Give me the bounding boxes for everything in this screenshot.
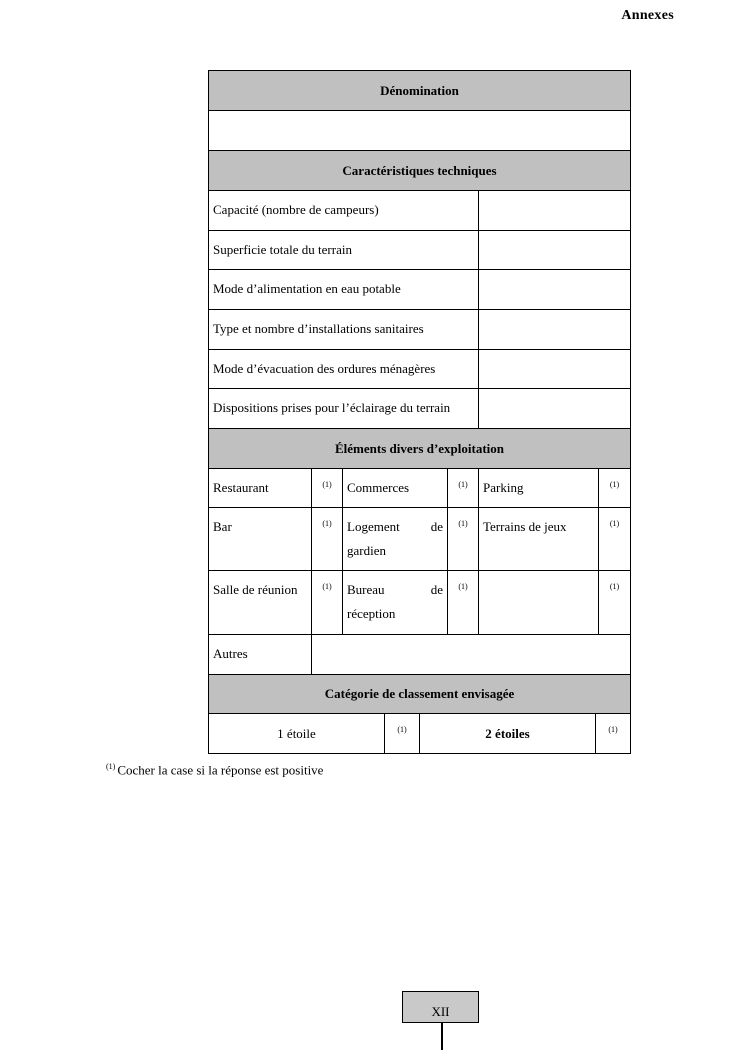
operation-item-label: Commerces — [343, 469, 448, 508]
category-option-1-star: 1 étoile — [209, 714, 385, 754]
footnote-marker: (1) — [106, 762, 116, 771]
operation-others-field[interactable] — [312, 635, 631, 675]
category-checkbox[interactable]: (1) — [596, 714, 631, 754]
technical-row-value[interactable] — [479, 350, 631, 389]
footnote — [106, 762, 323, 778]
operation-item-label — [479, 571, 599, 635]
page-header-title: Annexes — [621, 8, 674, 23]
technical-row-label: Superficie totale du terrain — [209, 231, 479, 270]
classification-form-table — [208, 70, 630, 754]
operation-item-label: Logement de gardien — [343, 508, 448, 571]
page-number: XII — [402, 991, 479, 1023]
operation-checkbox[interactable]: (1) — [599, 469, 631, 508]
operation-checkbox[interactable]: (1) — [448, 508, 479, 571]
section-header-denomination: Dénomination — [209, 71, 631, 111]
operation-checkbox[interactable]: (1) — [448, 469, 479, 508]
section-header-operation: Éléments divers d’exploitation — [209, 429, 631, 469]
technical-row-value[interactable] — [479, 231, 631, 270]
operation-checkbox[interactable]: (1) — [448, 571, 479, 635]
footnote-text: Cocher la case si la réponse est positive — [117, 762, 324, 778]
category-checkbox[interactable]: (1) — [385, 714, 420, 754]
operation-checkbox[interactable]: (1) — [312, 469, 343, 508]
section-header-technical: Caractéristiques techniques — [209, 151, 631, 191]
operation-item-label: Restaurant — [209, 469, 312, 508]
technical-row-label: Type et nombre d’installations sanitaires — [209, 310, 479, 350]
technical-row-value[interactable] — [479, 191, 631, 231]
technical-row-value[interactable] — [479, 389, 631, 429]
operation-checkbox[interactable]: (1) — [312, 508, 343, 571]
category-option-2-stars: 2 étoiles — [420, 714, 596, 754]
technical-row-label: Mode d’alimentation en eau potable — [209, 270, 479, 310]
technical-row-value[interactable] — [479, 270, 631, 310]
technical-row-value[interactable] — [479, 310, 631, 350]
operation-item-label: Bureau de réception — [343, 571, 448, 635]
technical-row-label: Capacité (nombre de campeurs) — [209, 191, 479, 231]
section-header-category: Catégorie de classement envisagée — [209, 675, 631, 714]
technical-row-label: Mode d’évacuation des ordures ménagères — [209, 350, 479, 389]
operation-item-label: Salle de réunion — [209, 571, 312, 635]
operation-checkbox[interactable]: (1) — [599, 508, 631, 571]
operation-item-label: Terrains de jeux — [479, 508, 599, 571]
operation-checkbox[interactable]: (1) — [312, 571, 343, 635]
operation-item-label: Bar — [209, 508, 312, 571]
operation-item-label: Parking — [479, 469, 599, 508]
denomination-field[interactable] — [209, 111, 631, 151]
operation-checkbox[interactable]: (1) — [599, 571, 631, 635]
page-number-line — [441, 1023, 443, 1050]
technical-row-label: Dispositions prises pour l’éclairage du terrain — [209, 389, 479, 429]
operation-others-label: Autres — [209, 635, 312, 675]
